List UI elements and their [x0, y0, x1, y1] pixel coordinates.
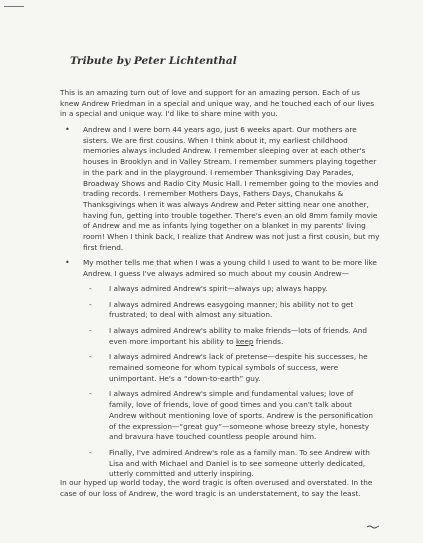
admired-item: - I always admired Andrew's simple and fundamental values; love of family, love of friends, love of good times and you can't talk about Andrew without mentioning love of sports. Andrew is the personification of the expression—“great guy”—someone whose breezy style, honesty and bravura have touched countless people around him. — [83, 389, 380, 443]
corner-mark — [4, 6, 24, 7]
handwritten-mark — [366, 524, 380, 530]
admired-text: friends. — [253, 336, 284, 346]
admired-item: - I always admired Andrews easygoing manner; his ability not to get frustrated; to deal with almost any situation. — [83, 300, 380, 321]
admired-item: - I always admired Andrew's spirit—always up; always happy. — [83, 284, 380, 295]
bullet-item-childhood — [60, 125, 380, 253]
bullet-text: My mother tells me that when I was a young child I used to want to be more like Andrew. I guess I've always admired so much about my cousin Andrew— — [83, 258, 377, 279]
admired-text: I always admired Andrew's ability to make friends—lots of friends. And even more important his ability to — [109, 325, 368, 346]
bullet-text: Andrew and I were born 44 years ago, just 6 weeks apart. Our mothers are sisters. We are first cousins. When I think about it, my earliest childhood memories always included Andrew. I remember sleeping over at each other's houses in Brooklyn and in Valley Stream. I remember summers playing together in the park and in the playground. I remember Thanksgiving Day Parades, Broadway Shows and Radio City Music Hall. I remember going to the movies and trading records. I remember Mothers Days, Fathers Days, Chanukahs & Thanksgivings when it was always Andrew and Peter sitting near one another, having fun, getting into trouble together. There's even an old 8mm family movie of Andrew and me as infants lying together on a blanket in my parents' living room! When I think back, I realize that Andrew was not just a first cousin, but my first friend. — [83, 125, 380, 252]
bullet-item-admired — [60, 258, 380, 480]
admired-item: - I always admired Andrew's lack of pretense—despite his successes, he remained someone for whom typical symbols of success, were unimportant. He's a “down-to-earth” guy. — [83, 352, 380, 384]
underlined-word: keep — [235, 336, 254, 346]
closing-paragraph: In our hyped up world today, the word tragic is often overused and overstated. In the case of our loss of Andrew, the word tragic is an understatement, to say the least. — [60, 478, 373, 498]
bullet-list — [60, 125, 380, 485]
admired-item — [83, 326, 380, 347]
page-title: Tribute by Peter Lichtenthal — [70, 55, 237, 67]
admired-list — [83, 284, 380, 480]
admired-item: - Finally, I've admired Andrew's role as a family man. To see Andrew with Lisa and with Michael and Daniel is to see someone utterly dedicated, utterly committed and utterly inspiring. — [83, 448, 380, 480]
intro-paragraph: This is an amazing turn out of love and support for an amazing person. Each of us knew Andrew Friedman in a special and unique way, and he touched each of our lives in a special and unique way. I'd like to share mine with you. — [60, 88, 375, 119]
